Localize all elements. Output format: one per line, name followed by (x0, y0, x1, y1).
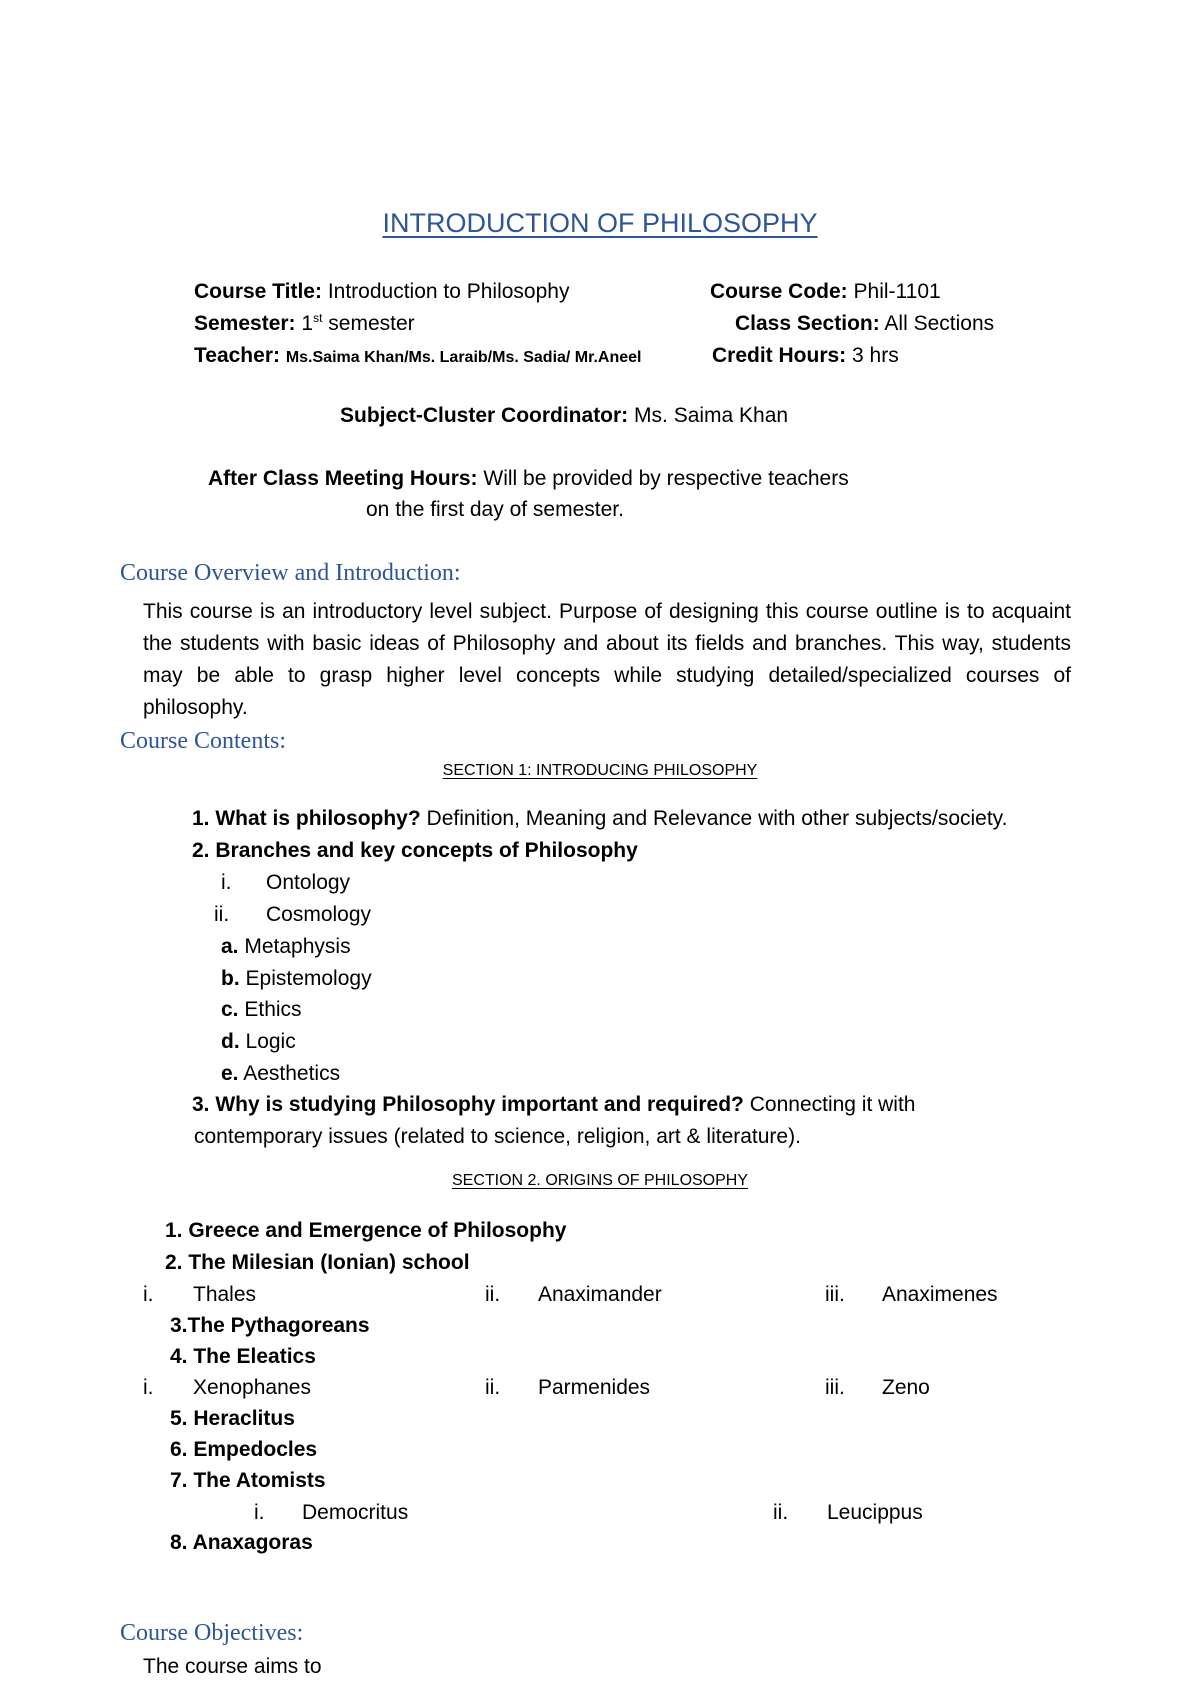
credit-hours-label: Credit Hours: (712, 344, 847, 367)
s1-item-3-num: 3. (192, 1093, 210, 1116)
letter-item-d (221, 1029, 296, 1055)
semester-row (194, 311, 415, 337)
s1-item-1-num: 1. (192, 807, 210, 830)
semester-num: 1 (301, 312, 314, 335)
course-code-value: Phil-1101 (853, 280, 941, 303)
semester-sup: st (313, 311, 323, 325)
coordinator-value: Ms. Saima Khan (634, 404, 789, 427)
s2-item-7: 7. The Atomists (170, 1469, 326, 1492)
class-section-value: All Sections (884, 312, 995, 335)
s2-item-3: 3.The Pythagoreans (170, 1314, 370, 1337)
letter-item-b (221, 966, 372, 992)
letter-num-e: e. (221, 1062, 239, 1085)
s1-item-2-num: 2. (192, 839, 210, 862)
semester-rest: semester (328, 312, 415, 335)
s1-item-1 (192, 806, 1007, 832)
atomist-num-1: i. (254, 1501, 265, 1524)
eleatic-zeno: Zeno (882, 1376, 930, 1399)
milesian-anaximander: Anaximander (538, 1283, 662, 1306)
milesian-thales: Thales (193, 1283, 257, 1306)
letter-num-c: c. (221, 998, 239, 1021)
eleatic-num-1: i. (143, 1376, 154, 1399)
teacher-row (194, 343, 642, 371)
meeting-hours-value: Will be provided by respective teachers (483, 467, 849, 490)
section1-title: SECTION 1: INTRODUCING PHILOSOPHY (442, 762, 758, 779)
letter-num-a: a. (221, 935, 239, 958)
eleatic-num-3: iii. (825, 1376, 845, 1399)
teacher-value: Ms.Saima Khan/Ms. Laraib/Ms. Sadia/ Mr.Aneel (285, 349, 642, 366)
s2-item-2: 2. The Milesian (Ionian) school (165, 1251, 470, 1274)
s2-item-4: 4. The Eleatics (170, 1345, 316, 1368)
milesian-num-3: iii. (825, 1283, 845, 1306)
letter-item-a (221, 934, 351, 960)
overview-heading: Course Overview and Introduction: (120, 560, 461, 586)
coordinator-label: Subject-Cluster Coordinator: (340, 404, 629, 427)
atomist-leucippus: Leucippus (827, 1501, 923, 1524)
course-title-value: Introduction to Philosophy (327, 280, 570, 303)
course-code-row (710, 279, 941, 305)
page-title: INTRODUCTION OF PHILOSOPHY (382, 208, 818, 238)
s2-item-5: 5. Heraclitus (170, 1407, 295, 1430)
letter-num-d: d. (221, 1030, 240, 1053)
teacher-label: Teacher: (194, 344, 280, 367)
credit-hours-value: 3 hrs (852, 344, 899, 367)
objectives-text: The course aims to (143, 1655, 322, 1678)
s1-item-3-line2: contemporary issues (related to science, religion, art & literature). (194, 1125, 801, 1148)
overview-paragraph: This course is an introductory level subject. Purpose of designing this course outline is to acquaint the students with basic ideas of Philosophy and about its fields and branches. This way, students may be able to grasp higher level concepts while studying detailed/specialized courses of philosophy. (143, 600, 1071, 719)
s1-item-3-rest: Connecting it with (749, 1093, 916, 1116)
meeting-hours-label: After Class Meeting Hours: (208, 467, 478, 490)
meeting-hours-value-line2: on the first day of semester. (366, 498, 624, 521)
letter-label-e: Aesthetics (243, 1062, 341, 1085)
objectives-heading: Course Objectives: (120, 1620, 304, 1646)
roman-num-1: i. (221, 871, 232, 894)
letter-label-a: Metaphysis (244, 935, 351, 958)
atomist-num-2: ii. (773, 1501, 789, 1524)
credit-hours-row (712, 343, 899, 369)
s2-item-1: 1. Greece and Emergence of Philosophy (165, 1219, 567, 1242)
eleatic-xenophanes: Xenophanes (193, 1376, 311, 1399)
eleatic-parmenides: Parmenides (538, 1376, 651, 1399)
coordinator-row (340, 403, 788, 429)
letter-label-c: Ethics (244, 998, 302, 1021)
class-section-row (735, 311, 994, 337)
milesian-num-1: i. (143, 1283, 154, 1306)
s1-item-3 (192, 1092, 916, 1118)
letter-item-e (221, 1061, 340, 1087)
s2-item-8: 8. Anaxagoras (170, 1531, 313, 1554)
s1-item-3-bold: Why is studying Philosophy important and required? (215, 1093, 744, 1116)
letter-item-c (221, 997, 302, 1023)
course-title-label: Course Title: (194, 280, 322, 303)
letter-label-b: Epistemology (245, 967, 372, 990)
course-code-label: Course Code: (710, 280, 848, 303)
s1-item-1-bold: What is philosophy? (215, 807, 421, 830)
semester-label: Semester: (194, 312, 296, 335)
roman-label-ontology: Ontology (266, 871, 351, 894)
s1-item-1-rest: Definition, Meaning and Relevance with other subjects/society. (426, 807, 1008, 830)
class-section-label: Class Section: (735, 312, 880, 335)
atomist-democritus: Democritus (302, 1501, 409, 1524)
eleatic-num-2: ii. (485, 1376, 501, 1399)
roman-label-cosmology: Cosmology (266, 903, 372, 926)
contents-heading: Course Contents: (120, 728, 286, 754)
milesian-num-2: ii. (485, 1283, 501, 1306)
roman-num-2: ii. (214, 903, 230, 926)
section2-title: SECTION 2. ORIGINS OF PHILOSOPHY (451, 1172, 749, 1189)
letter-label-d: Logic (245, 1030, 296, 1053)
meeting-hours-row (208, 466, 849, 492)
course-title-row (194, 279, 569, 305)
s1-item-2-bold: Branches and key concepts of Philosophy (215, 839, 638, 862)
s2-item-6: 6. Empedocles (170, 1438, 318, 1461)
letter-num-b: b. (221, 967, 240, 990)
milesian-anaximenes: Anaximenes (882, 1283, 998, 1306)
s1-item-2 (192, 838, 638, 864)
